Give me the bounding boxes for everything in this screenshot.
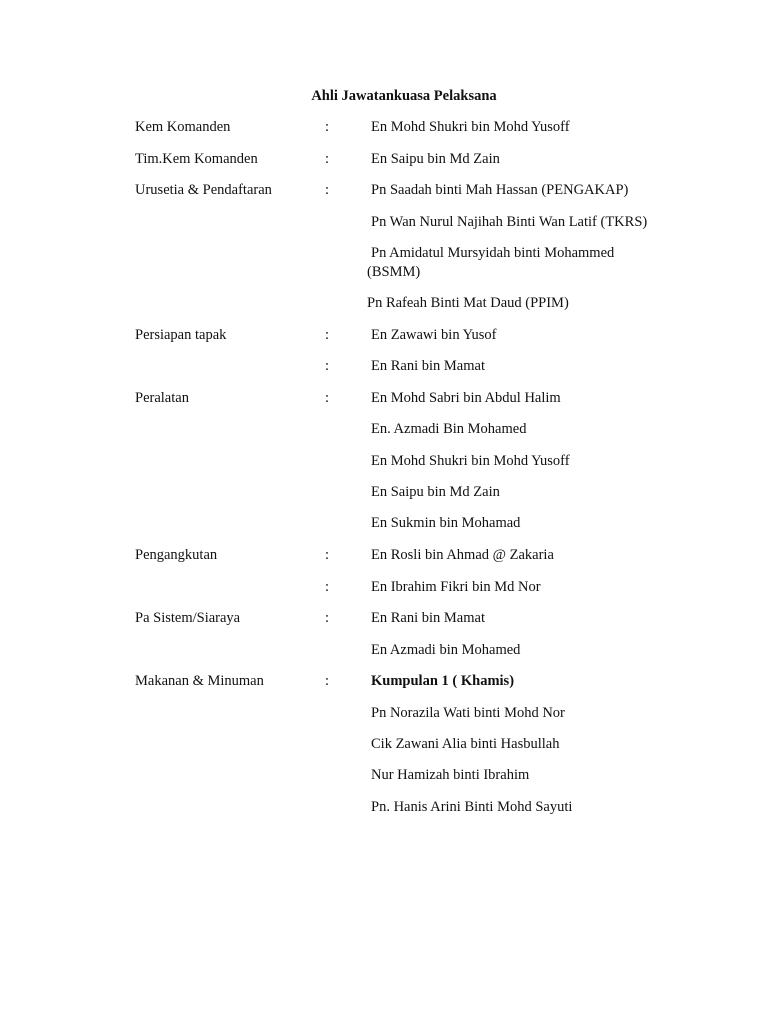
committee-row-kem-komanden <box>0 117 768 137</box>
member-name: En Mohd Sabri bin Abdul Halim <box>371 390 561 406</box>
colon: : <box>325 579 330 595</box>
committee-row <box>0 482 768 502</box>
role-label: Urusetia & Pendaftaran <box>135 182 272 198</box>
committee-row <box>0 703 768 723</box>
member-name: En Rani bin Mamat <box>371 610 485 626</box>
member-name: Cik Zawani Alia binti Hasbullah <box>371 736 560 752</box>
committee-row-makanan-minuman <box>0 671 768 691</box>
committee-row <box>0 212 768 232</box>
colon: : <box>325 327 330 343</box>
committee-row <box>0 513 768 533</box>
committee-row <box>0 734 768 754</box>
member-name: En Mohd Shukri bin Mohd Yusoff <box>371 119 570 135</box>
member-name: Pn Norazila Wati binti Mohd Nor <box>371 705 565 721</box>
member-name: En Mohd Shukri bin Mohd Yusoff <box>371 453 570 469</box>
role-label: Pengangkutan <box>135 547 218 563</box>
colon: : <box>325 182 330 198</box>
committee-row-pengangkutan <box>0 545 768 565</box>
committee-row <box>0 451 768 471</box>
colon: : <box>325 119 330 135</box>
colon: : <box>325 547 330 563</box>
group-heading: Kumpulan 1 ( Khamis) <box>371 673 515 689</box>
member-name: En Zawawi bin Yusof <box>371 327 497 343</box>
committee-row-persiapan-tapak <box>0 325 768 345</box>
member-name: Pn Wan Nurul Najihah Binti Wan Latif (TKRS) <box>371 214 648 230</box>
member-name: Pn Rafeah Binti Mat Daud (PPIM) <box>367 295 569 311</box>
committee-row <box>0 797 768 817</box>
role-label: Peralatan <box>135 390 189 406</box>
role-label: Kem Komanden <box>135 119 231 135</box>
member-name: En Saipu bin Md Zain <box>371 151 500 167</box>
member-name: Pn. Hanis Arini Binti Mohd Sayuti <box>371 799 573 815</box>
member-name: Pn Amidatul Mursyidah binti Mohammed <box>371 245 615 261</box>
colon: : <box>325 151 330 167</box>
member-name: En Rosli bin Ahmad @ Zakaria <box>371 547 554 563</box>
role-label: Makanan & Minuman <box>135 673 264 689</box>
colon: : <box>325 610 330 626</box>
member-name: En Rani bin Mamat <box>371 358 485 374</box>
colon: : <box>325 673 330 689</box>
committee-row <box>0 577 768 597</box>
committee-row <box>0 640 768 660</box>
member-name: En Sukmin bin Mohamad <box>371 515 521 531</box>
member-name: Nur Hamizah binti Ibrahim <box>371 767 530 783</box>
member-name: En. Azmadi Bin Mohamed <box>371 421 527 437</box>
member-name: En Azmadi bin Mohamed <box>371 642 521 658</box>
committee-row <box>0 243 768 263</box>
role-label: Persiapan tapak <box>135 327 227 343</box>
member-name-continuation: (BSMM) <box>367 264 421 280</box>
role-label: Pa Sistem/Siaraya <box>135 610 241 626</box>
committee-row-continuation <box>0 262 768 282</box>
committee-row-peralatan <box>0 388 768 408</box>
colon: : <box>325 358 330 374</box>
committee-row-tim-kem-komanden <box>0 149 768 169</box>
document-title: Ahli Jawatankuasa Pelaksana <box>311 88 497 104</box>
committee-row-urusetia <box>0 180 768 200</box>
committee-row <box>0 293 768 313</box>
committee-row <box>0 356 768 376</box>
member-name: En Ibrahim Fikri bin Md Nor <box>371 579 541 595</box>
member-name: Pn Saadah binti Mah Hassan (PENGAKAP) <box>371 182 629 198</box>
colon: : <box>325 390 330 406</box>
committee-row <box>0 419 768 439</box>
committee-row <box>0 765 768 785</box>
committee-row-pa-sistem <box>0 608 768 628</box>
member-name: En Saipu bin Md Zain <box>371 484 500 500</box>
role-label: Tim.Kem Komanden <box>135 151 258 167</box>
